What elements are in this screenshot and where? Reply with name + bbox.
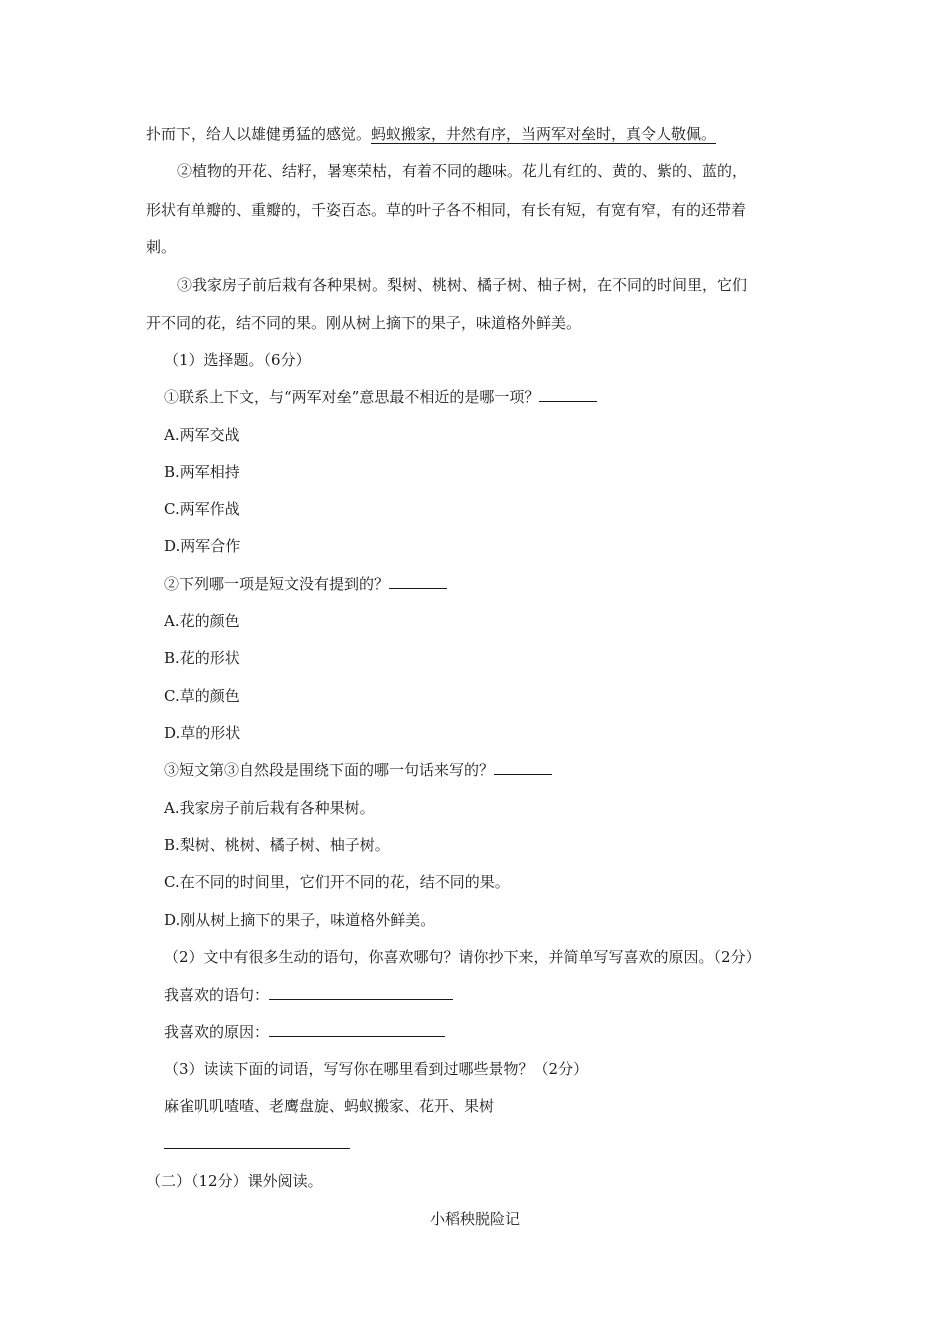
question-1-heading: （1）选择题。（6分） xyxy=(164,351,311,369)
option-d: D.刚从树上摘下的果子，味道格外鲜美。 xyxy=(164,911,436,929)
question-1-1 xyxy=(164,386,597,408)
question-3-answer-blank[interactable] xyxy=(164,1134,350,1149)
option-c: C.两军作战 xyxy=(164,500,240,518)
paragraph-2-line-1: ②植物的开花、结籽，暑寒荣枯，有着不同的趣味。花儿有红的、黄的、紫的、蓝的， xyxy=(177,162,748,180)
paragraph-3-line-1: ③我家房子前后栽有各种果树。梨树、桃树、橘子树、柚子树，在不同的时间里，它们 xyxy=(177,276,748,294)
question-2-heading: （2）文中有很多生动的语句，你喜欢哪句？请你抄下来，并简单写写喜欢的原因。（2分） xyxy=(164,948,761,966)
favorite-reason-label: 我喜欢的原因： xyxy=(164,1023,270,1041)
question-1-3 xyxy=(164,759,552,781)
option-b: B.两军相持 xyxy=(164,463,240,481)
paragraph-1-line xyxy=(146,123,716,145)
favorite-sentence-blank[interactable] xyxy=(269,985,453,1000)
question-3-heading: （3）读读下面的词语，写写你在哪里看到过哪些景物？（2分） xyxy=(164,1060,589,1078)
option-a: A.我家房子前后栽有各种果树。 xyxy=(164,799,375,817)
paragraph-3-line-2: 开不同的花，结不同的果。刚从树上摘下的果子，味道格外鲜美。 xyxy=(146,314,582,332)
option-a: A.花的颜色 xyxy=(164,612,240,630)
answer-blank[interactable] xyxy=(539,387,597,402)
option-c: C.草的颜色 xyxy=(164,687,240,705)
option-a: A.两军交战 xyxy=(164,426,240,444)
favorite-reason-blank[interactable] xyxy=(269,1022,445,1037)
answer-blank[interactable] xyxy=(389,574,447,589)
story-title: 小稻秧脱险记 xyxy=(429,1210,520,1228)
option-c: C.在不同的时间里，它们开不同的花，结不同的果。 xyxy=(164,873,510,891)
underlined-sentence: 蚂蚁搬家，井然有序，当两军对垒时，真令人敬佩。 xyxy=(371,125,717,143)
favorite-sentence-row xyxy=(164,984,453,1006)
paragraph-2-line-2: 形状有单瓣的、重瓣的，千姿百态。草的叶子各不相同，有长有短，有宽有窄，有的还带着 xyxy=(146,201,747,219)
question-3-words: 麻雀叽叽喳喳、老鹰盘旋、蚂蚁搬家、花开、果树 xyxy=(164,1097,495,1115)
paragraph-2-line-3: 刺。 xyxy=(146,238,177,256)
question-text: ③短文第③自然段是围绕下面的哪一句话来写的？ xyxy=(164,761,495,779)
question-text: ①联系上下文，与“两军对垒”意思最不相近的是哪一项？ xyxy=(164,388,540,406)
question-text: ②下列哪一项是短文没有提到的？ xyxy=(164,575,390,593)
favorite-reason-row xyxy=(164,1021,445,1043)
answer-blank[interactable] xyxy=(494,760,552,775)
favorite-sentence-label: 我喜欢的语句： xyxy=(164,986,270,1004)
option-b: B.花的形状 xyxy=(164,649,240,667)
question-1-2 xyxy=(164,573,447,595)
section-2-heading: （二）（12分）课外阅读。 xyxy=(146,1172,323,1190)
option-d: D.两军合作 xyxy=(164,537,241,555)
option-b: B.梨树、桃树、橘子树、柚子树。 xyxy=(164,836,390,854)
option-d: D.草的形状 xyxy=(164,724,241,742)
paragraph-1-text: 扑而下，给人以雄健勇猛的感觉。 xyxy=(146,125,372,143)
